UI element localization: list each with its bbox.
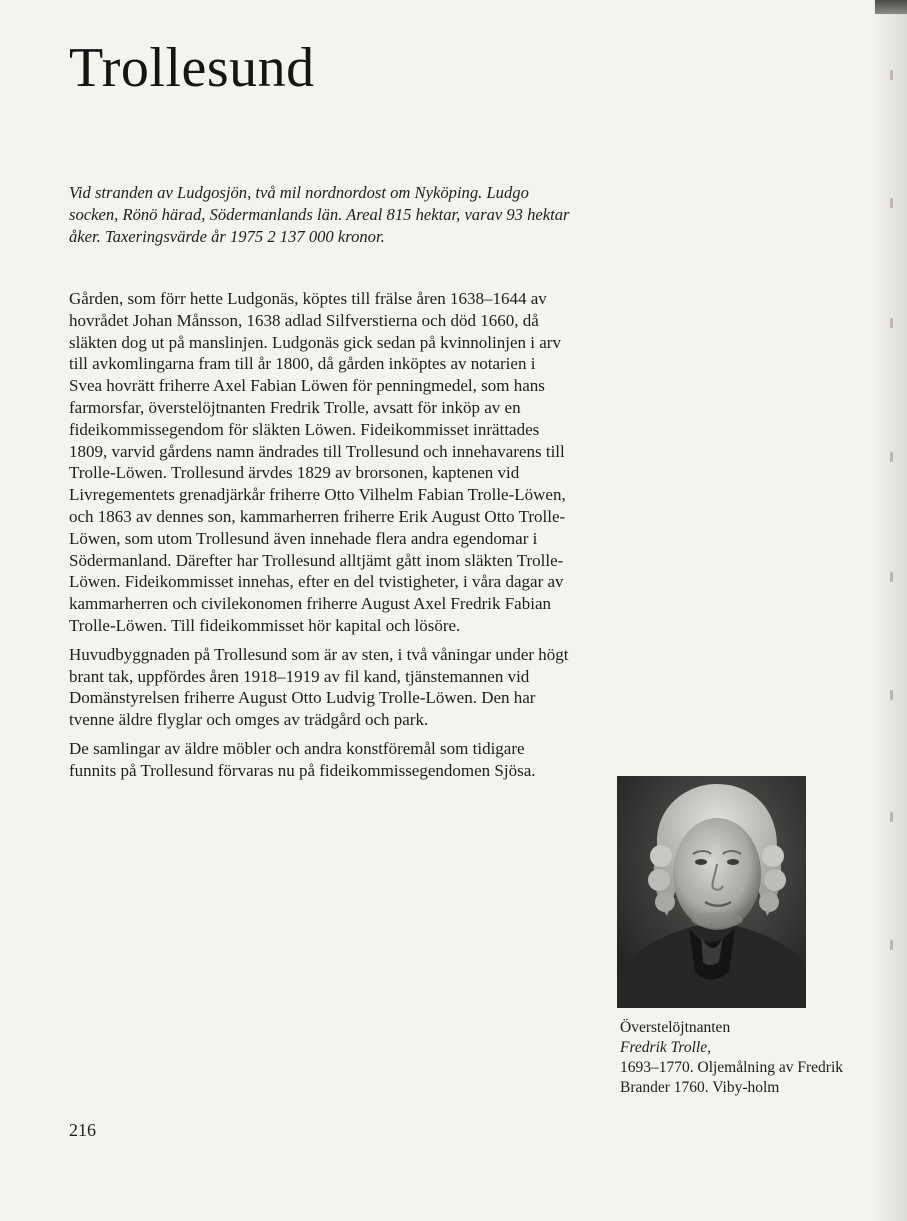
gutter-mark: [890, 572, 893, 582]
portrait-image: [617, 776, 806, 1008]
gutter-mark: [890, 690, 893, 700]
paragraph-main-building: Huvudbyggnaden på Trollesund som är av sten, i två våningar under högt brant tak, uppfördes åren 1918–1919 av fil kand, tjänstemannen vid Domänstyrelsen friherre August Otto Ludvig Trolle-Löwen. Den har tvenne äldre flyglar och omges av trädgård och park.: [69, 644, 569, 730]
caption-name: Fredrik Trolle,: [620, 1039, 711, 1056]
page-number: 216: [69, 1120, 96, 1140]
gutter-mark: [890, 70, 893, 80]
gutter-mark: [890, 318, 893, 328]
caption-details: 1693–1770. Oljemålning av Fredrik Brander 1760. Viby-holm: [620, 1059, 843, 1096]
paragraph-collections: De samlingar av äldre möbler och andra konstföremål som tidigare funnits på Trollesund förvaras nu på fideikommissegendomen Sjösa.: [69, 738, 536, 780]
page-corner-shadow: [875, 0, 907, 14]
binding-gutter: [873, 0, 907, 1221]
gutter-mark: [890, 812, 893, 822]
gutter-mark: [890, 940, 893, 950]
page-title: Trollesund: [69, 37, 315, 99]
caption-rank: Överstelöjtnanten: [620, 1019, 731, 1036]
intro-paragraph: Vid stranden av Ludgosjön, två mil nordnordost om Nyköping. Ludgo socken, Rönö härad, Södermanlands län. Areal 815 hektar, varav 93 hektar åker. Taxeringsvärde år 1975 2 137 000 kronor.: [69, 183, 570, 246]
paragraph-history: Gården, som förr hette Ludgonäs, köptes till frälse åren 1638–1644 av hovrådet Johan Månsson, 1638 adlad Silfverstierna och död 1660, då släkten dog ut på manslinjen. Ludgonäs gick sedan på kvinnolinjen i arv till avkomlingarna fram till år 1800, då gården inköptes av notarien i Svea hovrätt friherre Axel Fabian Löwen för penningmedel, som hans farmorsfar, överstelöjtnanten Fredrik Trolle, avsatt för inköp av en fideikommissegendom för släkten Löwen. Fideikommisset inrättades 1809, varvid gårdens namn ändrades till Trollesund och innehavarens till Trolle-Löwen. Trollesund ärvdes 1829 av brorsonen, kaptenen vid Livregementets grenadjärkår friherre Otto Vilhelm Fabian Trolle-Löwen, och 1863 av dennes son, kammarherren friherre Erik August Otto Trolle-Löwen, som utom Trollesund även innehade flera andra egendomar i Södermanland. Därefter har Trollesund alltjämt gått inom släkten Trolle-Löwen. Fideikommisset innehas, efter en del tvistigheter, i våra dagar av kammarherren och civilekonomen friherre August Axel Fredrik Fabian Trolle-Löwen. Till fideikommisset hör kapital och lösöre.: [69, 289, 566, 635]
portrait-caption: [620, 1018, 850, 1098]
gutter-mark: [890, 452, 893, 462]
body-text: [69, 288, 569, 789]
gutter-mark: [890, 198, 893, 208]
portrait-painting: [617, 776, 806, 1008]
